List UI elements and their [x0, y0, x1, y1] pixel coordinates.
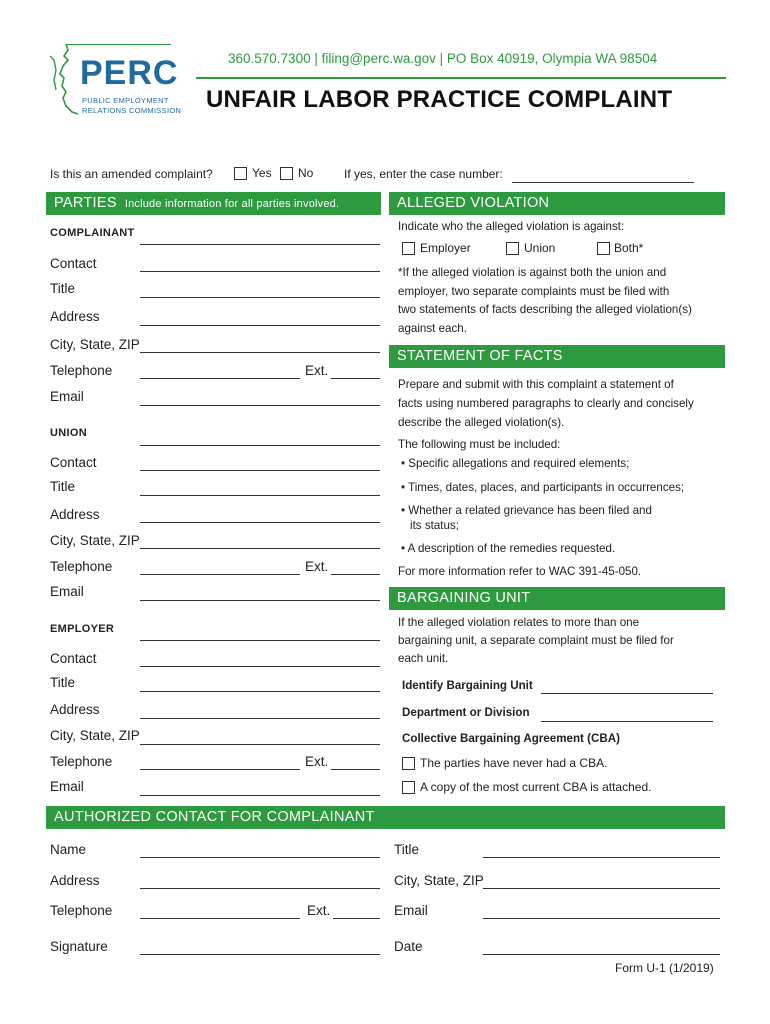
employer-ext-label: Ext. — [305, 754, 329, 769]
parties-heading — [46, 192, 381, 215]
auth-name-field[interactable] — [140, 857, 380, 858]
union-address-label: Address — [50, 507, 100, 522]
employer-email-field[interactable] — [140, 795, 380, 796]
never-cba-label: The parties have never had a CBA. — [420, 756, 608, 770]
auth-city-field[interactable] — [483, 888, 720, 889]
identify-unit-field[interactable] — [541, 693, 713, 694]
against-both-label: Both* — [614, 241, 644, 255]
case-number-field[interactable] — [512, 182, 694, 183]
alleged-note-line-3: two statements of facts describing the alleged violation(s) — [398, 303, 692, 316]
union-contact-label: Contact — [50, 455, 97, 470]
union-city-label: City, State, ZIP — [50, 533, 140, 548]
union-email-label: Email — [50, 584, 84, 599]
union-contact-field[interactable] — [140, 470, 380, 471]
against-union-label: Union — [524, 241, 556, 255]
auth-address-label: Address — [50, 873, 100, 888]
auth-email-field[interactable] — [483, 918, 720, 919]
amended-question: Is this an amended complaint? — [50, 167, 213, 181]
union-email-field[interactable] — [140, 600, 380, 601]
washington-state-outline-icon — [44, 42, 80, 116]
amended-no-label: No — [298, 166, 314, 180]
facts-more-info: For more information refer to WAC 391-45-050. — [398, 565, 642, 578]
statement-of-facts-heading: STATEMENT OF FACTS — [389, 345, 725, 368]
union-city-field[interactable] — [140, 548, 380, 549]
complainant-email-label: Email — [50, 389, 84, 404]
union-telephone-field[interactable] — [140, 574, 300, 575]
auth-date-field[interactable] — [483, 954, 720, 955]
auth-title-field[interactable] — [483, 857, 720, 858]
amended-yes-label: Yes — [252, 166, 272, 180]
department-label: Department or Division — [402, 706, 530, 719]
employer-title-field[interactable] — [140, 691, 380, 692]
facts-para-line-1: Prepare and submit with this complaint a statement of — [398, 378, 674, 391]
union-name-field[interactable] — [140, 445, 380, 446]
complainant-ext-field[interactable] — [331, 378, 380, 379]
facts-must-include: The following must be included: — [398, 438, 561, 451]
complainant-telephone-field[interactable] — [140, 378, 300, 379]
employer-city-field[interactable] — [140, 744, 380, 745]
amended-no-checkbox[interactable] — [280, 167, 293, 180]
auth-telephone-label: Telephone — [50, 903, 113, 918]
employer-address-field[interactable] — [140, 718, 380, 719]
logo-subtitle-2: RELATIONS COMMISSION — [82, 106, 182, 115]
complainant-title-label: Title — [50, 281, 76, 296]
employer-title-label: Title — [50, 675, 76, 690]
alleged-note-line-2: employer, two separate complaints must be filed with — [398, 285, 670, 298]
authorized-contact-heading: AUTHORIZED CONTACT FOR COMPLAINANT — [46, 806, 725, 829]
parties-heading-text: PARTIES — [54, 195, 117, 211]
form-number: Form U-1 (1/2019) — [615, 961, 714, 975]
complainant-contact-label: Contact — [50, 256, 97, 271]
complainant-city-field[interactable] — [140, 352, 380, 353]
cba-attached-checkbox[interactable] — [402, 781, 415, 794]
parties-subheading: Include information for all parties involved. — [124, 198, 340, 210]
facts-bullet-4: • A description of the remedies requested. — [401, 542, 616, 555]
auth-signature-label: Signature — [50, 939, 108, 954]
auth-ext-label: Ext. — [307, 903, 331, 918]
cba-label: Collective Bargaining Agreement (CBA) — [402, 732, 620, 745]
auth-name-label: Name — [50, 842, 87, 857]
facts-bullet-3-line-2: its status; — [410, 519, 459, 532]
alleged-note-line-1: *If the alleged violation is against both the union and — [398, 266, 667, 279]
union-title-field[interactable] — [140, 495, 380, 496]
employer-ext-field[interactable] — [331, 769, 380, 770]
alleged-indicate-text: Indicate who the alleged violation is against: — [398, 220, 625, 233]
employer-city-label: City, State, ZIP — [50, 728, 140, 743]
employer-name-field[interactable] — [140, 640, 380, 641]
alleged-violation-heading: ALLEGED VIOLATION — [389, 192, 725, 215]
complainant-title-field[interactable] — [140, 297, 380, 298]
employer-email-label: Email — [50, 779, 84, 794]
auth-city-label: City, State, ZIP — [394, 873, 484, 888]
bargaining-para-line-1: If the alleged violation relates to more than one — [398, 616, 640, 629]
identify-unit-label: Identify Bargaining Unit — [402, 679, 533, 692]
cba-attached-label: A copy of the most current CBA is attached. — [420, 780, 652, 794]
logo-text: PERC — [80, 54, 179, 92]
employer-label: EMPLOYER — [50, 623, 115, 635]
auth-title-label: Title — [394, 842, 420, 857]
auth-email-label: Email — [394, 903, 428, 918]
against-union-checkbox[interactable] — [506, 242, 519, 255]
complainant-name-field[interactable] — [140, 244, 380, 245]
facts-para-line-3: describe the alleged violation(s). — [398, 416, 565, 429]
union-title-label: Title — [50, 479, 76, 494]
bargaining-unit-heading: BARGAINING UNIT — [389, 587, 725, 610]
amended-yes-checkbox[interactable] — [234, 167, 247, 180]
against-both-checkbox[interactable] — [597, 242, 610, 255]
against-employer-label: Employer — [420, 241, 471, 255]
department-field[interactable] — [541, 721, 713, 722]
contact-line: 360.570.7300 | filing@perc.wa.gov | PO Box 40919, Olympia WA 98504 — [228, 51, 658, 66]
employer-telephone-field[interactable] — [140, 769, 300, 770]
complainant-city-label: City, State, ZIP — [50, 337, 140, 352]
employer-telephone-label: Telephone — [50, 754, 113, 769]
logo-subtitle-1: PUBLIC EMPLOYMENT — [82, 96, 169, 105]
complainant-address-label: Address — [50, 309, 100, 324]
employer-contact-field[interactable] — [140, 666, 380, 667]
against-employer-checkbox[interactable] — [402, 242, 415, 255]
bargaining-para-line-3: each unit. — [398, 652, 449, 665]
union-ext-label: Ext. — [305, 559, 329, 574]
auth-telephone-field[interactable] — [140, 918, 300, 919]
complainant-email-field[interactable] — [140, 405, 380, 406]
auth-date-label: Date — [394, 939, 423, 954]
facts-para-line-2: facts using numbered paragraphs to clearly and concisely — [398, 397, 694, 410]
auth-ext-field[interactable] — [333, 918, 380, 919]
auth-address-field[interactable] — [140, 888, 380, 889]
complainant-contact-field[interactable] — [140, 271, 380, 272]
union-telephone-label: Telephone — [50, 559, 113, 574]
alleged-note-line-4: against each. — [398, 322, 467, 335]
union-address-field[interactable] — [140, 522, 380, 523]
complainant-telephone-label: Telephone — [50, 363, 113, 378]
union-label: UNION — [50, 427, 87, 439]
employer-address-label: Address — [50, 702, 100, 717]
never-cba-checkbox[interactable] — [402, 757, 415, 770]
complainant-label: COMPLAINANT — [50, 227, 135, 239]
page-title: UNFAIR LABOR PRACTICE COMPLAINT — [206, 86, 673, 113]
union-ext-field[interactable] — [331, 574, 380, 575]
facts-bullet-1: • Specific allegations and required elements; — [401, 457, 630, 470]
facts-bullet-3-line-1: • Whether a related grievance has been filed and — [401, 504, 652, 517]
case-number-label: If yes, enter the case number: — [344, 167, 503, 181]
facts-bullet-2: • Times, dates, places, and participants in occurrences; — [401, 481, 685, 494]
bargaining-para-line-2: bargaining unit, a separate complaint must be filed for — [398, 634, 674, 647]
header-rule — [196, 77, 726, 79]
auth-signature-field[interactable] — [140, 954, 380, 955]
employer-contact-label: Contact — [50, 651, 97, 666]
complainant-ext-label: Ext. — [305, 363, 329, 378]
complainant-address-field[interactable] — [140, 325, 380, 326]
